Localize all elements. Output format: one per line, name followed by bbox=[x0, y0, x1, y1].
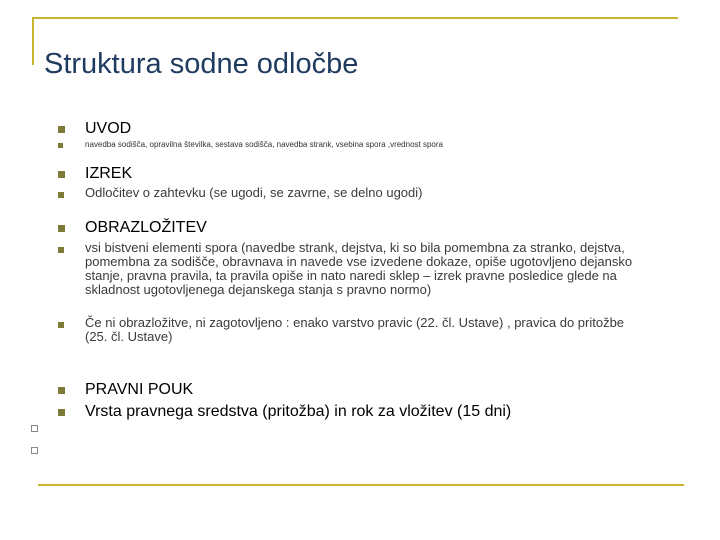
list-item-pravni-pouk bbox=[58, 381, 645, 399]
bottom-rule bbox=[38, 484, 684, 486]
list-item-izrek bbox=[58, 165, 645, 183]
square-bullet-icon bbox=[58, 225, 65, 232]
list-item-obrazlozitev bbox=[58, 219, 645, 237]
list-item-obrazlozitev-detail bbox=[58, 241, 645, 297]
square-bullet-icon bbox=[58, 171, 65, 178]
item-text: OBRAZLOŽITEV bbox=[85, 219, 207, 236]
list-item-izrek-detail bbox=[58, 186, 645, 200]
square-bullet-icon bbox=[58, 192, 64, 198]
square-bullet-icon bbox=[58, 322, 64, 328]
square-bullet-icon bbox=[58, 247, 64, 253]
slide-title: Struktura sodne odločbe bbox=[44, 48, 359, 80]
list-item-uvod bbox=[58, 120, 645, 138]
empty-bullet-icon bbox=[31, 425, 38, 432]
item-text: Odločitev o zahtevku (se ugodi, se zavrne, se delno ugodi) bbox=[85, 185, 423, 200]
square-bullet-icon bbox=[58, 126, 65, 133]
item-text: Če ni obrazložitve, ni zagotovljeno : enako varstvo pravic (22. čl. Ustave) , pravica do pritožbe (25. čl. Ustave) bbox=[85, 315, 625, 344]
item-text: Vrsta pravnega sredstva (pritožba) in rok za vložitev (15 dni) bbox=[85, 403, 512, 420]
empty-bullet-icon bbox=[31, 447, 38, 454]
item-text: navedba sodišča, opravilna številka, sestava sodišča, navedba strank, vsebina spora ,vrednost spora bbox=[85, 140, 443, 149]
item-text: IZREK bbox=[85, 165, 133, 182]
item-text: UVOD bbox=[85, 120, 132, 137]
item-text: PRAVNI POUK bbox=[85, 381, 194, 398]
square-bullet-icon bbox=[58, 387, 65, 394]
square-bullet-icon bbox=[58, 143, 63, 148]
left-rule bbox=[32, 17, 34, 65]
list-item-brez-obrazlozitve bbox=[58, 316, 645, 344]
square-bullet-icon bbox=[58, 409, 65, 416]
item-text: vsi bistveni elementi spora (navedbe strank, dejstva, ki so bila pomembna za stranko, dejstva, pomembna za sodišče, obravnava in navede vse izvedene dokaze, opiše ugotovljeno dejansko stanje, pravna pravila, ta pravila opiše in nato naredi sklep – izrek pravne posledice glede na skladnost ugotovljenega dejanskega stanja s pravno normo) bbox=[85, 240, 633, 297]
list-item-uvod-detail bbox=[58, 140, 645, 150]
list-item-pravno-sredstvo bbox=[58, 403, 645, 421]
top-rule bbox=[32, 17, 678, 19]
